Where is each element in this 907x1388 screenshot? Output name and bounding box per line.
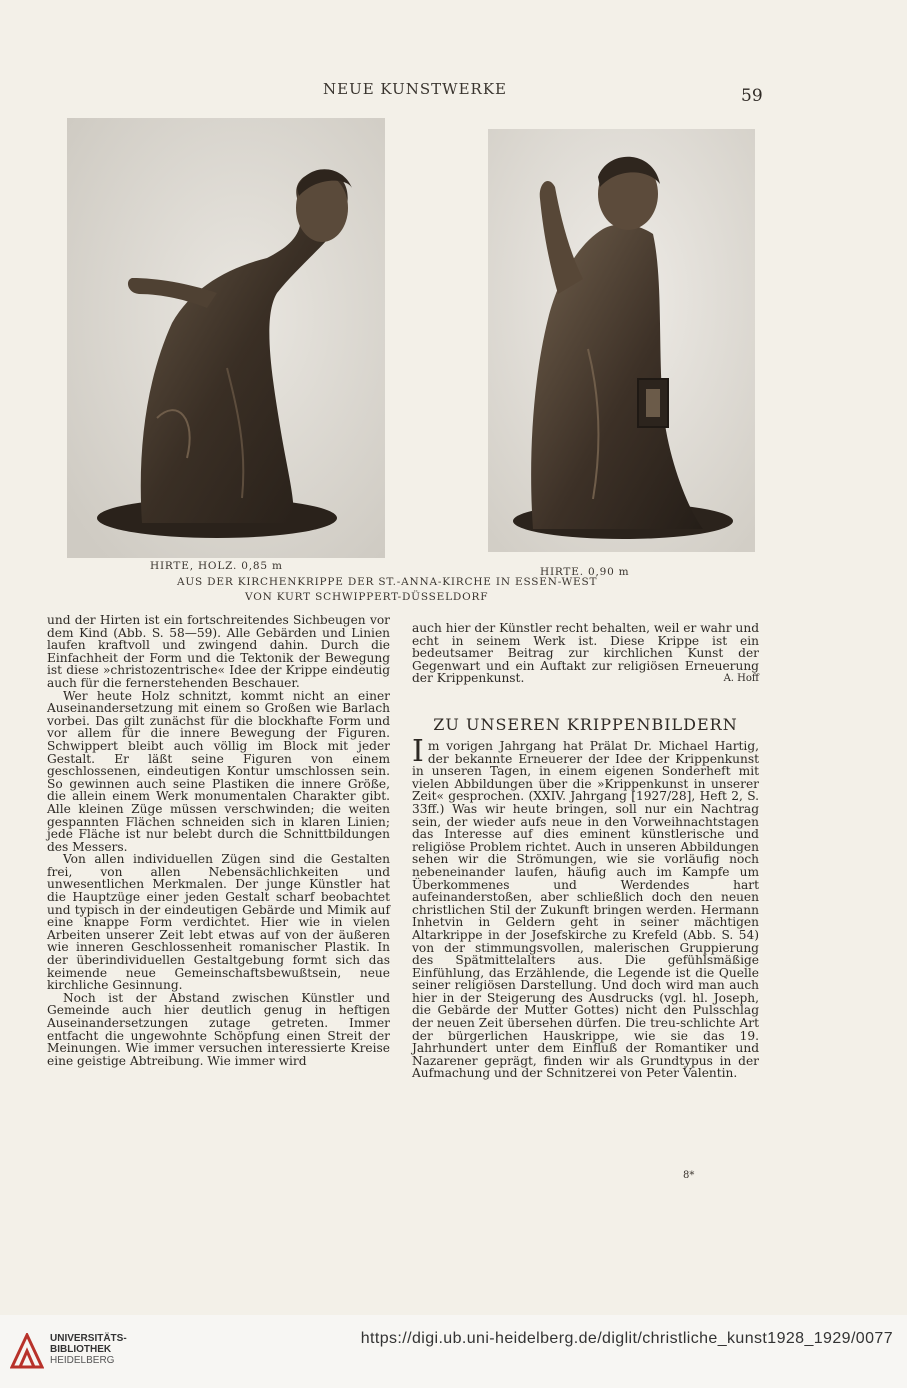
caption-left: HIRTE, HOLZ. 0,85 m [150,560,283,572]
photo-shepherd-lantern [488,129,755,552]
logo-line1: UNIVERSITÄTS- [50,1333,127,1344]
sculpture-bowing-image [67,118,385,558]
running-head: NEUE KUNSTWERKE [323,80,507,98]
permalink-url[interactable]: https://digi.ub.uni-heidelberg.de/diglit/christliche_kunst1928_1929/0077 [360,1330,893,1347]
paragraph [412,734,759,1081]
caption-right: HIRTE. 0,90 m [540,566,630,578]
caption-source-line1: AUS DER KIRCHENKRIPPE DER ST.-ANNA-KIRCHE IN ESSEN-WEST [177,576,598,588]
logo-line2: BIBLIOTHEK [50,1344,112,1355]
library-logo-icon [10,1333,44,1369]
paragraph: Noch ist der Abstand zwischen Künstler und Gemeinde auch hier deutlich genug in heftigen Auseinandersetzungen zutage getreten. Immer entfacht die ungewohnte Schöpfung einen Streit der Meinungen. Wie immer versuchen interessierte Kreise eine geistige Abtreibung. Wie immer wird [47,990,390,1068]
photo-shepherd-bowing [67,118,385,558]
paragraph-text: m vorigen Jahrgang hat Prälat Dr. Michael Hartig, der bekannte Erneuerer der Idee der Krippenkunst in unseren Tagen, in einem eigenen Sonderheft mit vielen Abbildungen über die »Krippenkunst in unserer Zeit« gesprochen. (XXIV. Jahrgang [1927/28], Heft 2, S. 33ff.) Was wir heute bringen, soll nur ein Nachtrag sein, der wieder aufs neue in den Vorweihnachtstagen das Interesse auf dies eminent künstlerische und religiöse Problem richtet. Auch in unseren Abbildungen sehen wir die Strömungen, wie sie vorläufig noch nebeneinander laufen, häufig auch im Kampfe um Überkommenes und Werdendes hart aufeinanderstoßen, aber schließlich doch den neuen christlichen Stil der Zukunft bringen werden. Hermann Inhetvin in Geldern geht in seiner mächtigen Altarkrippe in der Josefskirche zu Krefeld (Abb. S. 54) von der stimmungsvollen, malerischen Gruppierung des Spätmittelalters aus. Die gefühlsmäßige Einfühlung, das Erzählende, die Legende ist die Quelle seiner religiösen Darstellung. Und doch wird man auch hier in der Steigerung des Ausdrucks (vgl. hl. Joseph, die Gebärde der Mutter Gottes) nicht den Pulsschlag der neuen Zeit übersehen dürfen. Die treu-schlichte Art der bürgerlichen Hauskrippe, wie sie das 19. Jahrhundert unter dem Einfluß der Romantiker und Nazarener geprägt, finden wir als Grundtypus in der Aufmachung und der Schnitzerei von Peter Valentin. [412,739,759,1081]
paragraph: Von allen individuellen Zügen sind die Gestalten frei, von allen Nebensächlichkeiten und unwesentlichen Merkmalen. Der junge Künstler hat die Hauptzüge einer jeden Gestalt scharf beobachtet und typisch in der eindeutigen Gebärde und Mimik auf eine knappe Form verdichtet. Hier wie in vielen Arbeiten unserer Zeit lebt etwas auf von der äußeren wie inneren Geschlossenheit romanischer Plastik. In der überindividuellen Gestaltgebung formt sich das keimende neue Gemeinschaftsbewußtsein, neue kirchliche Gesinnung. [47,852,390,993]
left-text-column [47,614,390,1067]
right-text-column [412,734,759,1081]
paragraph: auch hier der Künstler recht behalten, weil er wahr und echt in seinem Werk ist. Diese Krippe ist ein bedeutsamer Beitrag zur kirchlichen Kunst der Gegenwart und ein Auftakt zur religiösen Erneuerung der Krippenkunst. [412,621,759,686]
paragraph: und der Hirten ist ein fortschreitendes Sichbeugen vor dem Kind (Abb. S. 58—59). Alle Gebärden und Linien laufen kraftvoll und zwingend dahin. Durch die Einfachheit der Form und die Tektonik der Bewegung ist diese »christozentrische« Idee der Krippe eindeutig auch für die fernerstehenden Beschauer. [47,613,390,690]
section-heading: ZU UNSEREN KRIPPENBILDERN [433,715,738,734]
author-signature: A. Hoff [723,672,759,684]
right-text-column-top [412,622,759,686]
sculpture-lantern-image [488,129,755,552]
page-number: 59 [741,86,763,106]
paragraph: Wer heute Holz schnitzt, kommt nicht an einer Auseinandersetzung mit einem so Großen wie Barlach vorbei. Das gilt zunächst für die blockhafte Form und vor allem für die innere Bewegung der Figuren. Schwippert bleibt auch völlig im Block mit jeder Gestalt. Er läßt seine Figuren von einem geschlossenen, eindeutigen Kontur umschlossen sein. So gewinnen auch seine Plastiken die innere Größe, die allein einem Werk monumentalen Charakter gibt. Alle kleinen Züge müssen verschwinden; die weiten gespannten Flächen schneiden sich in klaren Linien; jede Fläche ist nur belebt durch die Schnittbildungen des Messers. [47,688,390,854]
footer-bar [0,1315,907,1388]
library-logo-text [50,1333,127,1366]
logo-line3: HEIDELBERG [50,1355,115,1366]
sheet-signature-mark: 8* [683,1170,695,1181]
drop-cap: I [412,734,424,769]
caption-source-line2: VON KURT SCHWIPPERT-DÜSSELDORF [245,591,489,603]
